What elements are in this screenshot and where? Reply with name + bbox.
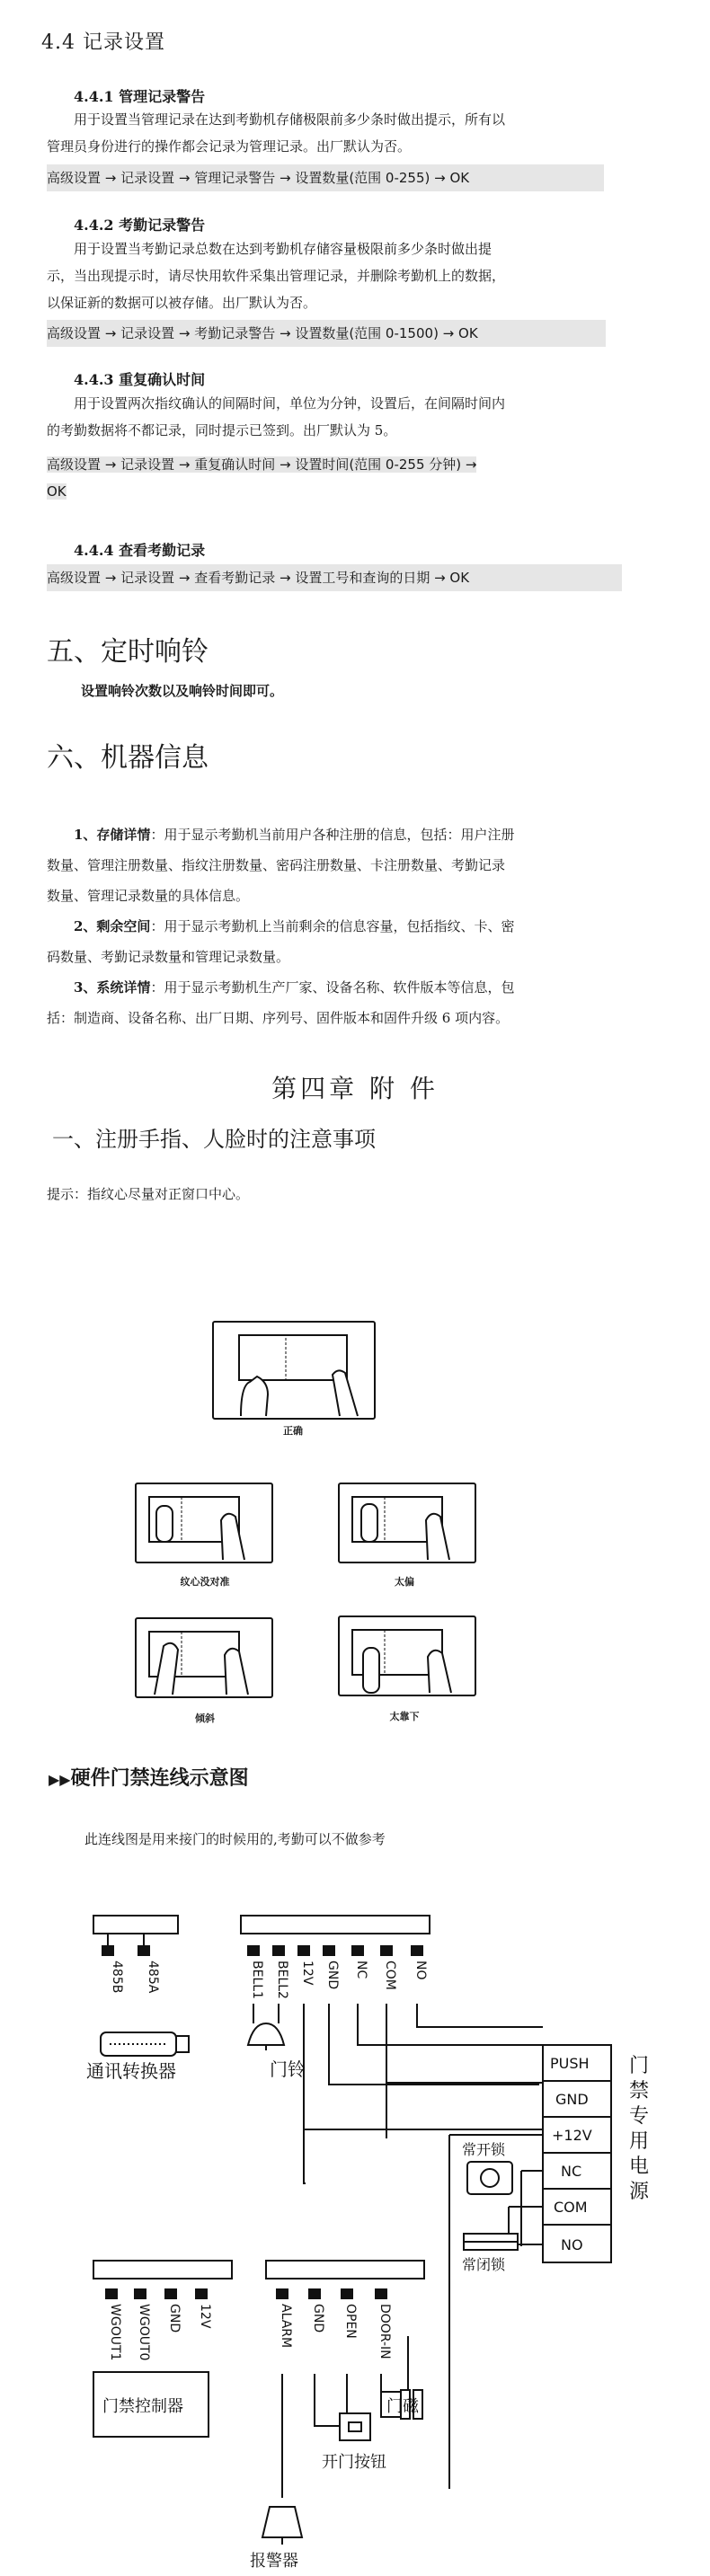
- controller-pin-label: GND: [167, 2304, 182, 2333]
- paragraph-line: 管理员身份进行的操作都会记录为管理记录。出厂默认为否。: [47, 138, 412, 155]
- fingerprint-too-high-illustration: [338, 1483, 476, 1563]
- power-label-char: 专: [629, 2105, 650, 2128]
- converter-pin-label: 485B: [110, 1961, 124, 1994]
- paragraph-line: 括：制造商、设备名称、出厂日期、序列号、固件版本和固件升级 6 项内容。: [47, 1010, 510, 1026]
- alarm-pin-label: OPEN: [343, 2304, 358, 2339]
- menu-path-4-4-4: 高级设置 → 记录设置 → 查看考勤记录 → 设置工号和查询的日期 → OK: [47, 564, 622, 591]
- menu-path-line: 高级设置 → 记录设置 → 重复确认时间 → 设置时间(范围 0-255 分钟) →: [47, 456, 477, 473]
- section-heading-5: 五、定时响铃: [47, 636, 209, 668]
- power-label-char: 用: [629, 2130, 650, 2153]
- paragraph-line: 示，当出现提示时，请尽快用软件采集出管理记录，并删除考勤机上的数据，: [47, 268, 506, 284]
- alarm-connector: [266, 2261, 424, 2279]
- paragraph-line: 以保证新的数据可以被存储。出厂默认为否。: [47, 295, 317, 311]
- paragraph-line: 数量、管理注册数量、指纹注册数量、密码注册数量、卡注册数量、考勤记录: [47, 857, 506, 873]
- normally-closed-lock-label: 常闭锁: [462, 2256, 506, 2273]
- controller-pin-label: 12V: [198, 2304, 212, 2329]
- finger-tilted-icon: [137, 1619, 271, 1696]
- converter-connector: [93, 1916, 178, 1934]
- controller-connector: [93, 2261, 232, 2279]
- machine-info-item-1: [47, 819, 694, 850]
- menu-path-4-4-2: 高级设置 → 记录设置 → 考勤记录警告 → 设置数量(范围 0-1500) → OK: [47, 320, 606, 347]
- menu-path-line: OK: [47, 483, 67, 500]
- caption-too-low: 太靠下: [389, 1711, 420, 1722]
- main-pin-label: NC: [354, 1961, 368, 1979]
- exit-button-icon: [340, 2413, 370, 2440]
- paragraph-line: 用于设置两次指纹确认的间隔时间，单位为分钟，设置后，在间隔时间内: [74, 395, 506, 412]
- paragraph-line: 码数量、考勤记录数量和管理记录数量。: [47, 949, 290, 965]
- finger-too-low-icon: [340, 1617, 475, 1695]
- section-5-text: 设置响铃次数以及响铃时间即可。: [81, 683, 284, 699]
- wiring-title: 硬件门禁连线示意图: [70, 1766, 249, 1790]
- bell-label: 门铃: [270, 2058, 306, 2080]
- section-heading-4-4: 4.4 记录设置: [41, 31, 165, 54]
- wiring-diagram: [0, 1869, 710, 2576]
- subsection-title-4-4-4: 4.4.4 查看考勤记录: [74, 542, 206, 559]
- controller-label: 门禁控制器: [102, 2397, 183, 2416]
- controller-pin-label: WGOUT1: [108, 2304, 122, 2361]
- machine-info-list: [47, 819, 694, 1033]
- finger-correct-icon: [214, 1323, 374, 1418]
- appendix-tip: 提示：指纹心尽量对正窗口中心。: [47, 1186, 250, 1202]
- item-label: 2、剩余空间: [74, 918, 151, 934]
- main-pin-label: BELL2: [275, 1961, 289, 1999]
- converter-pin-label: 485A: [146, 1961, 160, 1994]
- item-text: ：用于显示考勤机上当前剩余的信息容量，包括指纹、卡、密: [150, 918, 515, 934]
- caption-off-center: 纹心没对准: [180, 1576, 230, 1588]
- alarm-pin-label: DOOR-IN: [377, 2304, 392, 2359]
- machine-info-item-3: [47, 972, 694, 1003]
- paragraph-line: 用于设置当考勤记录总数在达到考勤机存储容量极限前多少条时做出提: [74, 241, 493, 257]
- paragraph-4-4-2: [47, 235, 694, 316]
- main-pin-label: 12V: [300, 1961, 315, 1986]
- item-label: 3、系统详情: [74, 979, 151, 996]
- power-label-char: 门: [629, 2055, 650, 2077]
- door-magnet-label: 门磁: [386, 2397, 419, 2416]
- finger-off-center-icon: [137, 1484, 271, 1562]
- main-pin-label: BELL1: [250, 1961, 264, 1999]
- wiring-note: 此连线图是用来接门的时候用的,考勤可以不做参考: [84, 1831, 386, 1847]
- alarm-label: 报警器: [250, 2552, 298, 2571]
- appendix-section-1-heading: 一、注册手指、人脸时的注意事项: [52, 1127, 376, 1152]
- double-arrow-icon: ▶▶: [49, 1771, 71, 1788]
- fingerprint-off-center-illustration: [135, 1483, 273, 1563]
- fingerprint-tilted-illustration: [135, 1617, 273, 1698]
- machine-info-item-2: [47, 911, 694, 942]
- power-term-label: NC: [561, 2163, 582, 2180]
- alarm-speaker-icon: [262, 2507, 302, 2537]
- caption-correct: 正确: [283, 1425, 303, 1437]
- power-term-label: NO: [561, 2236, 583, 2253]
- paragraph-line: 用于设置当管理记录在达到考勤机存储极限前多少条时做出提示，所有以: [74, 111, 506, 128]
- subsection-title-4-4-1: 4.4.1 管理记录警告: [74, 88, 206, 105]
- power-term-label: +12V: [552, 2127, 592, 2144]
- fingerprint-correct-illustration: [212, 1321, 376, 1420]
- menu-path-4-4-1: 高级设置 → 记录设置 → 管理记录警告 → 设置数量(范围 0-255) → OK: [47, 164, 604, 191]
- normally-open-lock-label: 常开锁: [462, 2141, 506, 2158]
- paragraph-line: 数量、管理记录数量的具体信息。: [47, 888, 250, 904]
- fingerprint-too-low-illustration: [338, 1616, 476, 1696]
- caption-too-high: 太偏: [395, 1576, 414, 1588]
- item-text: ：用于显示考勤机生产厂家、设备名称、软件版本等信息，包: [150, 979, 515, 996]
- subsection-title-4-4-3: 4.4.3 重复确认时间: [74, 371, 206, 388]
- bell-icon: [248, 2023, 284, 2045]
- finger-too-high-icon: [340, 1484, 475, 1562]
- controller-pin-label: WGOUT0: [137, 2304, 151, 2361]
- menu-path-4-4-3: [47, 451, 694, 505]
- power-label-char: 源: [629, 2181, 650, 2203]
- alarm-pin-label: ALARM: [279, 2304, 293, 2349]
- caption-tilted: 倾斜: [195, 1713, 215, 1724]
- section-heading-6: 六、机器信息: [47, 742, 209, 774]
- chapter-title: 第四章 附 件: [271, 1074, 439, 1103]
- power-term-label: PUSH: [550, 2055, 590, 2072]
- item-text: ：用于显示考勤机当前用户各种注册的信息，包括：用户注册: [150, 827, 515, 843]
- normally-open-lock-icon: [467, 2162, 512, 2194]
- power-label-char: 禁: [629, 2080, 650, 2102]
- paragraph-4-4-1: [47, 106, 694, 160]
- paragraph-4-4-3: [47, 390, 694, 444]
- main-pin-label: COM: [383, 1961, 397, 1990]
- power-term-label: COM: [554, 2199, 588, 2216]
- exit-button-label: 开门按钮: [322, 2453, 386, 2472]
- main-pin-label: GND: [325, 1961, 340, 1990]
- subsection-title-4-4-2: 4.4.2 考勤记录警告: [74, 217, 206, 234]
- item-label: 1、存储详情: [74, 827, 151, 843]
- main-connector: [241, 1916, 430, 1934]
- converter-label: 通讯转换器: [86, 2060, 176, 2082]
- main-pin-label: NO: [413, 1961, 428, 1980]
- power-label-char: 电: [629, 2156, 650, 2178]
- alarm-pin-label: GND: [311, 2304, 325, 2333]
- power-term-label: GND: [555, 2091, 589, 2108]
- wiring-heading: [49, 1763, 249, 1791]
- paragraph-line: 的考勤数据将不都记录，同时提示已签到。出厂默认为 5。: [47, 422, 397, 438]
